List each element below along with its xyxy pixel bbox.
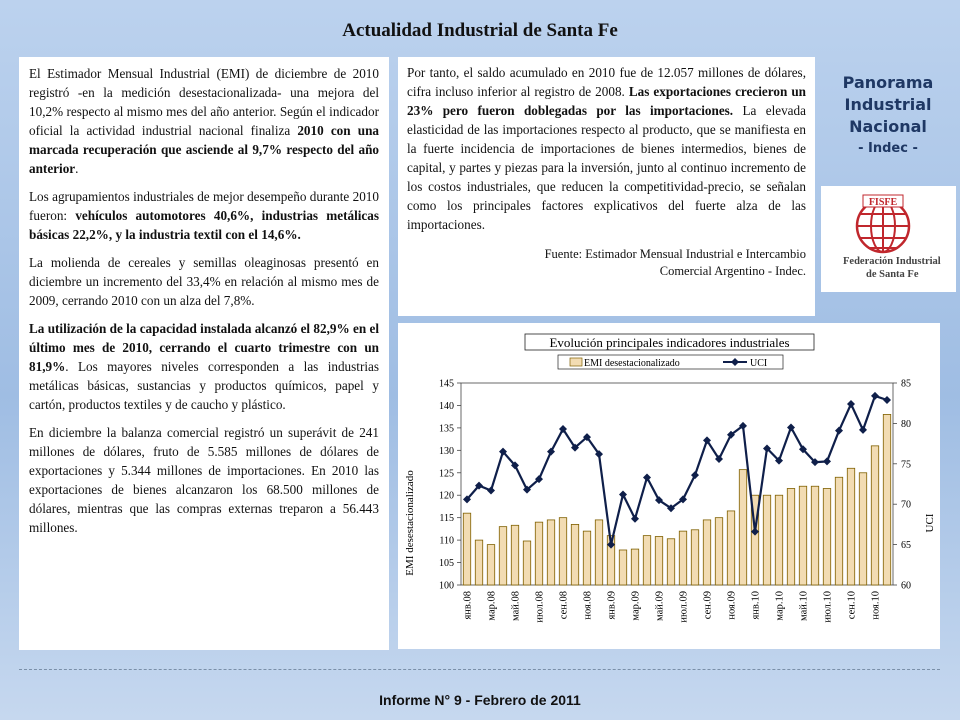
paragraph-emi: El Estimador Mensual Industrial (EMI) de diciembre de 2010 registró -en la medición desestacionalizada- una mejora del 10,2% respecto al mismo mes del año anterior. Según el indicador oficial la actividad industrial nacional finaliza 2010 con una marcada recuperación que asciende al 9,7% respecto del año anterior.: [29, 66, 380, 176]
legend-label-uci: UCI: [750, 358, 768, 369]
bar-emi-сен.09: [703, 520, 710, 585]
x-tick-label: янв.10: [750, 591, 762, 620]
footer-divider: [19, 669, 940, 670]
x-tick-label: июл.08: [534, 591, 546, 623]
x-tick-label: июл.09: [678, 591, 690, 623]
bar-emi-фев.10: [763, 495, 770, 585]
panorama-heading: Panorama Industrial Nacional - Indec -: [842, 73, 934, 156]
paragraph-balance: Por tanto, el saldo acumulado en 2010 fue de 12.057 millones de dólares, cifra incluso inferior al registro de 2008. Las exportaciones crecieron un 23% pero fueron doblegadas por las importaciones. La elevada elasticidad de las importaciones respecto al producto, que se manifiesta en la fuerte incidencia de importaciones de bienes intermedios, bienes de capital, y partes y piezas para la inversión, junto al continuo incremento de los costos industriales, que reducen la competitividad-precio, se señalan como los principales factores explicativos del fuerte alza de las importaciones.: [407, 65, 806, 232]
bar-emi-янв.08: [463, 513, 470, 585]
bar-emi-сен.08: [559, 518, 566, 585]
y-tick-label: 130: [439, 445, 454, 457]
bar-emi-май.09: [655, 537, 662, 585]
bar-emi-мар.08: [487, 545, 494, 585]
bar-emi-авг.09: [691, 530, 698, 585]
bar-emi-дек.08: [595, 520, 602, 585]
x-tick-label: сен.08: [558, 591, 570, 620]
bar-emi-июл.09: [679, 531, 686, 585]
bar-emi-мар.10: [775, 495, 782, 585]
bar-emi-июн.09: [667, 539, 674, 585]
bar-emi-апр.10: [787, 488, 794, 585]
paragraph-crushing: La molienda de cereales y semillas oleaginosas presentó en diciembre un incremento del 33,4% en relación al mismo mes de 2009, cerrando 2010 con un alza del 7,8%.: [29, 255, 379, 308]
y2-tick-label: 80: [901, 418, 911, 430]
bar-emi-апр.08: [499, 527, 506, 585]
y-tick-label: 140: [439, 400, 454, 412]
fisfe-logo: [821, 186, 956, 292]
bar-emi-окт.08: [571, 524, 578, 585]
x-tick-label: май.10: [798, 591, 810, 621]
x-tick-label: мар.08: [486, 591, 498, 621]
bar-emi-сен.10: [847, 468, 854, 585]
x-tick-label: янв.08: [462, 591, 474, 620]
y-tick-label: 145: [439, 378, 454, 390]
chart-plot-area: [439, 379, 911, 623]
bar-emi-фев.09: [619, 550, 626, 585]
logo-name-line1: Federación Industrial: [843, 256, 941, 267]
y-axis-title: EMI desestacionalizado: [404, 470, 416, 576]
y-tick-label: 115: [439, 513, 454, 525]
chart-panel: [398, 323, 940, 649]
bar-emi-ноя.09: [727, 511, 734, 585]
y-tick-label: 120: [439, 490, 454, 502]
y2-tick-label: 65: [901, 540, 911, 552]
bar-emi-фев.08: [475, 540, 482, 585]
legend-swatch-emi: [570, 358, 582, 366]
logo-name-line2: de Santa Fe: [866, 269, 919, 280]
bar-emi-июл.10: [823, 488, 830, 585]
bar-emi-дек.09: [739, 470, 746, 585]
bar-emi-авг.08: [547, 520, 554, 585]
bar-emi-ноя.10: [871, 446, 878, 585]
x-tick-label: ноя.08: [582, 591, 594, 620]
x-tick-label: сен.10: [846, 591, 858, 620]
x-tick-label: май.08: [510, 591, 522, 621]
bar-emi-авг.10: [835, 477, 842, 585]
bar-emi-июн.10: [811, 486, 818, 585]
y2-tick-label: 75: [901, 459, 911, 471]
y2-tick-label: 85: [901, 378, 911, 390]
chart-title: Evolución principales indicadores industriales: [549, 335, 790, 350]
bar-emi-май.10: [799, 486, 806, 585]
x-tick-label: сен.09: [702, 591, 714, 620]
x-tick-label: мар.09: [630, 591, 642, 621]
y-tick-label: 100: [439, 580, 454, 592]
x-tick-label: июл.10: [822, 591, 834, 623]
bar-emi-окт.10: [859, 473, 866, 585]
y2-axis-title: UCI: [924, 513, 936, 533]
y-tick-label: 110: [439, 535, 454, 547]
x-tick-label: ноя.10: [870, 591, 882, 620]
legend-label-emi: EMI desestacionalizado: [584, 358, 680, 369]
right-text-panel: [398, 57, 815, 316]
paragraph-sectors: Los agrupamientos industriales de mejor desempeño durante 2010 fueron: vehículos automotores 40,6%, industrias metálicas básicas 22,2%, y la industria textil con el 14,6%.: [29, 189, 380, 242]
bar-emi-июн.08: [523, 541, 530, 585]
x-tick-label: мар.10: [774, 591, 786, 621]
x-tick-label: май.09: [654, 591, 666, 621]
y-tick-label: 105: [439, 558, 454, 570]
y2-tick-label: 70: [901, 499, 911, 511]
report-footer: Informe N° 9 - Febrero de 2011: [379, 692, 581, 708]
logo-acronym: FISFE: [868, 197, 898, 208]
bar-emi-ноя.08: [583, 531, 590, 585]
fisfe-logo-graphic: [821, 186, 956, 292]
chart-svg: [398, 323, 940, 649]
y-tick-label: 135: [439, 423, 454, 435]
page-title: Actualidad Industrial de Santa Fe: [342, 20, 618, 41]
left-text-panel: [19, 57, 389, 650]
x-tick-label: ноя.09: [726, 591, 738, 620]
x-tick-label: янв.09: [606, 591, 618, 620]
bar-emi-июл.08: [535, 522, 542, 585]
bar-emi-мар.09: [631, 549, 638, 585]
bar-emi-дек.10: [883, 414, 890, 585]
source-note: Fuente: Estimador Mensual Industrial e Intercambio Comercial Argentino - Indec.: [544, 247, 806, 278]
paragraph-trade-balance: En diciembre la balanza comercial registró un superávit de 241 millones de dólares, fruto de 5.585 millones de dólares de exportaciones y 5.344 millones de importaciones. En 2010 las exportaciones de bienes alcanzaron los 68.500 millones de dólares, mientras que las compras externas treparon a 56.443 millones.: [29, 425, 379, 535]
y-tick-label: 125: [439, 468, 454, 480]
bar-emi-апр.09: [643, 536, 650, 585]
y2-tick-label: 60: [901, 580, 911, 592]
bar-emi-окт.09: [715, 518, 722, 585]
paragraph-capacity: La utilización de la capacidad instalada alcanzó el 82,9% en el último mes de 2010, cerrando el cuarto trimestre con un 81,9%. Los mayores niveles corresponden a las industrias metálicas básicas, sustancias y productos químicos, papel y cartón, productos textiles y de caucho y plástico.: [29, 321, 379, 412]
bar-emi-май.08: [511, 525, 518, 585]
